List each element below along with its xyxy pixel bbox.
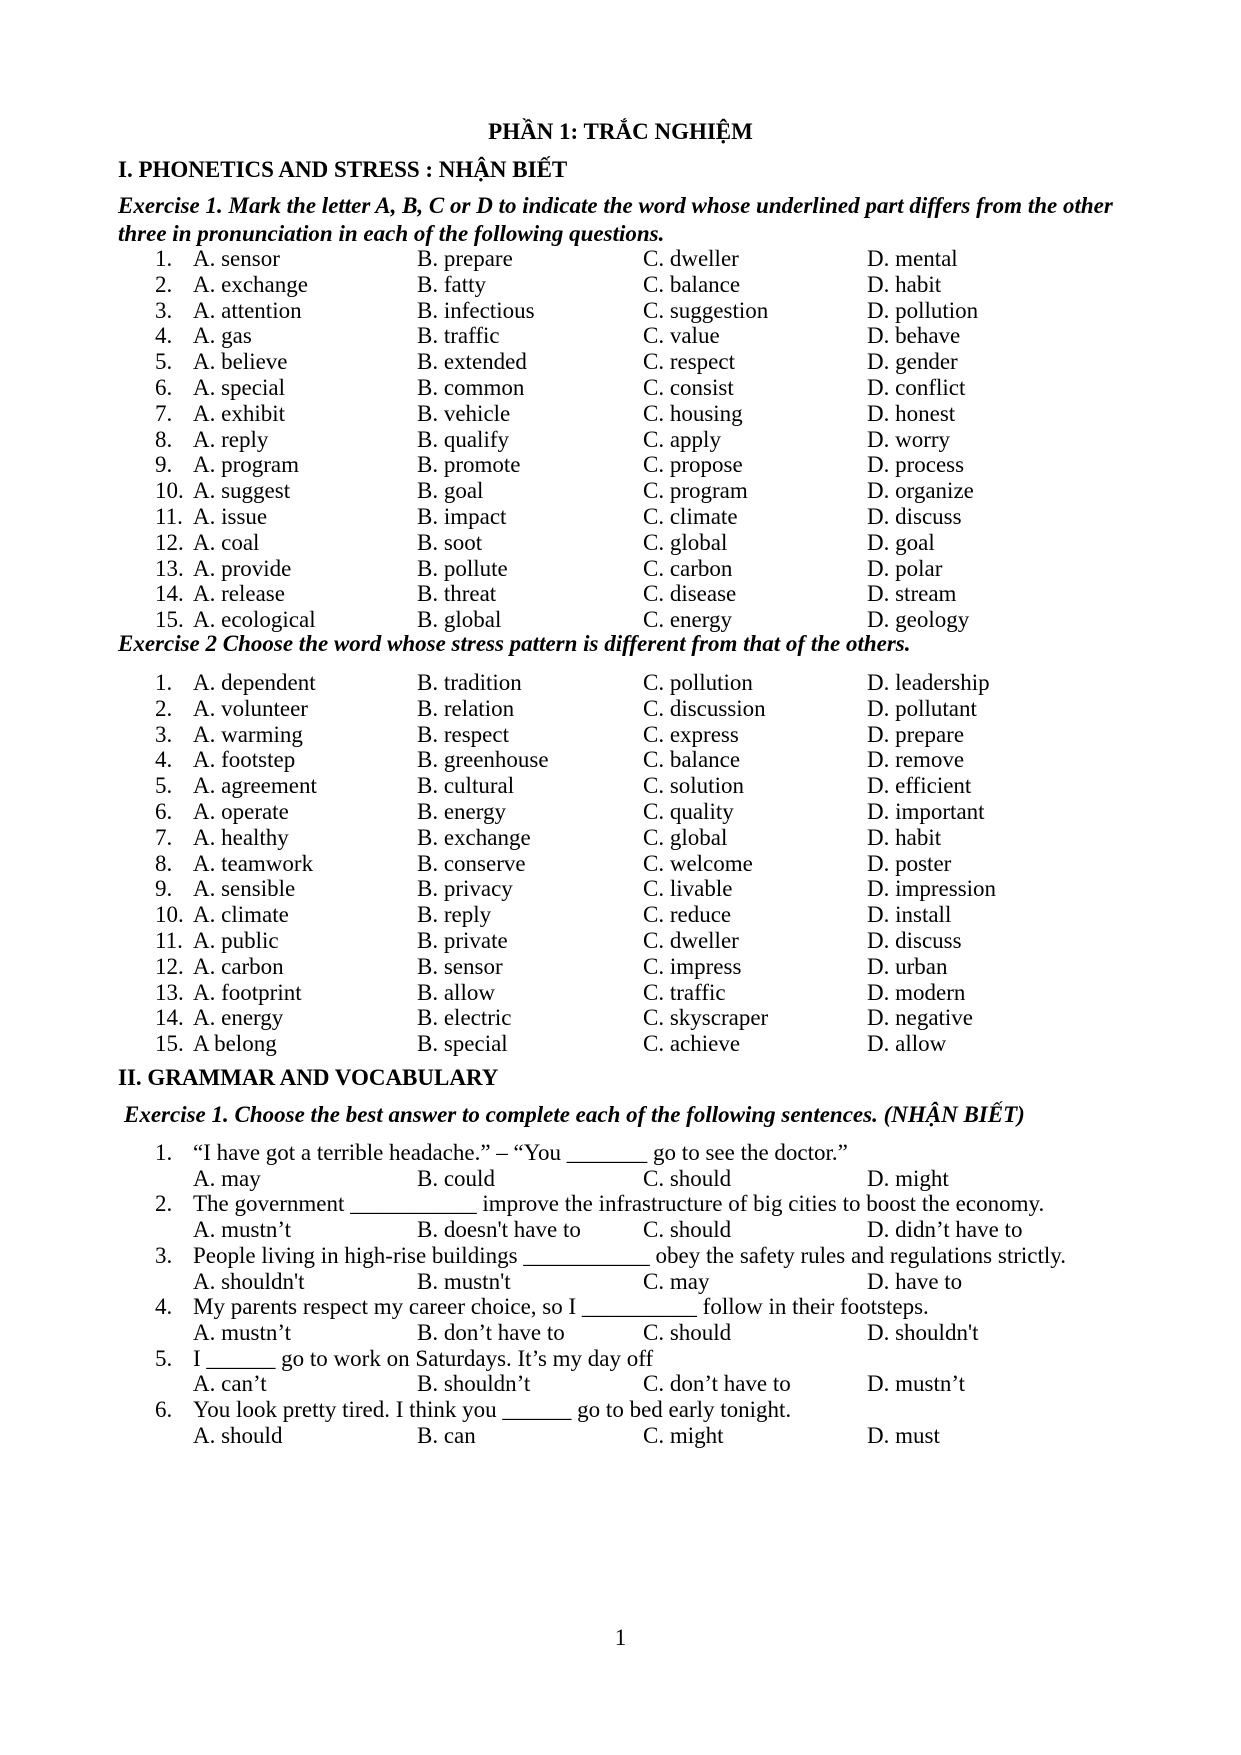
option-a: A. footprint: [193, 979, 302, 1005]
option-b: B. traffic: [417, 323, 500, 349]
answer-row: [0, 1215, 1241, 1244]
question-row: [0, 1029, 1241, 1058]
option-a: A. mustn’t: [193, 1319, 291, 1345]
option-b: B. tradition: [417, 670, 522, 695]
option-b: B. cultural: [417, 773, 515, 799]
question-row: [0, 874, 1241, 903]
option-d: D. goal: [867, 529, 935, 555]
option-d: D. impression: [867, 876, 997, 902]
question-row: [0, 1138, 1241, 1167]
option-c: C. skyscraper: [643, 1005, 769, 1031]
option-a: A. volunteer: [193, 695, 308, 721]
option-c: C. program: [643, 478, 748, 504]
question-text: My parents respect my career choice, so I __________ follow in their footsteps.: [193, 1294, 929, 1320]
option-a: A. teamwork: [193, 850, 314, 876]
option-c: C. quality: [643, 799, 734, 824]
question-row: [0, 797, 1241, 826]
option-a: A. exchange: [193, 271, 308, 297]
option-d: D. behave: [867, 323, 961, 349]
option-a: A. reply: [193, 426, 269, 452]
question-row: [0, 745, 1241, 774]
option-d: D. have to: [867, 1268, 963, 1294]
answer-row: [0, 1318, 1241, 1347]
option-d: D. honest: [867, 400, 956, 426]
option-b: B. relation: [417, 695, 515, 721]
question-number: 2.: [155, 1191, 173, 1217]
option-b: B. promote: [417, 452, 521, 478]
option-c: C. energy: [643, 607, 733, 633]
option-a: A. gas: [193, 323, 252, 349]
option-d: D. worry: [867, 426, 951, 452]
answer-row: [0, 1421, 1241, 1450]
option-a: A. carbon: [193, 953, 284, 979]
question-row: [0, 1292, 1241, 1321]
option-c: C. should: [643, 1165, 732, 1191]
option-c: C. balance: [643, 271, 741, 297]
question-text: I ______ go to work on Saturdays. It’s my day off: [193, 1345, 654, 1371]
question-row: [0, 1241, 1241, 1270]
option-a: A belong: [193, 1031, 277, 1057]
option-c: C. may: [643, 1268, 710, 1294]
option-c: C. global: [643, 529, 728, 555]
option-b: B. exchange: [417, 824, 531, 850]
question-row: [0, 900, 1241, 929]
option-b: B. infectious: [417, 297, 535, 323]
option-d: D. poster: [867, 850, 952, 876]
question-number: 5.: [155, 1345, 173, 1371]
answer-row: [0, 1369, 1241, 1398]
option-a: A. believe: [193, 349, 288, 375]
option-a: A. mustn’t: [193, 1217, 291, 1243]
option-b: B. electric: [417, 1005, 512, 1031]
question-row: [0, 476, 1241, 505]
question-number: 3.: [155, 721, 173, 747]
section-heading-grammar: II. GRAMMAR AND VOCABULARY: [118, 1065, 499, 1090]
question-row: [0, 952, 1241, 981]
option-b: B. impact: [417, 504, 507, 529]
answer-row: [0, 1164, 1241, 1193]
option-b: B. goal: [417, 478, 484, 504]
option-b: B. vehicle: [417, 400, 511, 426]
option-a: A. special: [193, 375, 285, 400]
question-number: 15.: [155, 1031, 184, 1057]
option-d: D. remove: [867, 747, 965, 773]
option-d: D. important: [867, 799, 985, 824]
question-number: 6.: [155, 799, 173, 824]
option-c: C. impress: [643, 953, 742, 979]
question-row: [0, 554, 1241, 583]
option-b: B. shouldn’t: [417, 1371, 531, 1397]
question-number: 4.: [155, 323, 173, 349]
option-a: A. operate: [193, 799, 289, 824]
option-c: C. dweller: [643, 246, 739, 271]
option-c: C. livable: [643, 876, 733, 902]
question-number: 12.: [155, 953, 184, 979]
question-row: [0, 668, 1241, 697]
option-a: A. exhibit: [193, 400, 285, 426]
option-c: C. welcome: [643, 850, 753, 876]
question-row: [0, 1003, 1241, 1032]
option-d: D. prepare: [867, 721, 965, 747]
question-number: 9.: [155, 876, 173, 902]
option-c: C. express: [643, 721, 739, 747]
option-d: D. mental: [867, 246, 958, 271]
option-b: B. prepare: [417, 246, 513, 271]
option-a: A. can’t: [193, 1371, 267, 1397]
question-number: 15.: [155, 607, 184, 633]
question-row: [0, 694, 1241, 723]
option-d: D. efficient: [867, 773, 972, 799]
question-row: [0, 926, 1241, 955]
option-d: D. stream: [867, 581, 957, 607]
option-c: C. reduce: [643, 902, 732, 928]
question-number: 4.: [155, 747, 173, 773]
option-c: C. traffic: [643, 979, 726, 1005]
option-a: A. may: [193, 1165, 261, 1191]
question-row: [0, 1395, 1241, 1424]
option-c: C. global: [643, 824, 728, 850]
option-a: A. issue: [193, 504, 268, 529]
question-number: 3.: [155, 1242, 173, 1268]
question-number: 4.: [155, 1294, 173, 1320]
question-row: [0, 373, 1241, 402]
option-d: D. shouldn't: [867, 1319, 979, 1345]
option-d: D. pollution: [867, 297, 979, 323]
question-number: 5.: [155, 773, 173, 799]
option-c: C. might: [643, 1422, 724, 1448]
question-number: 13.: [155, 555, 184, 581]
exercise2-instruction: Exercise 2 Choose the word whose stress pattern is different from that of the others.: [118, 631, 911, 656]
question-number: 5.: [155, 349, 173, 375]
page-number: 1: [614, 1625, 627, 1650]
option-c: C. don’t have to: [643, 1371, 791, 1397]
option-d: D. polar: [867, 555, 943, 581]
option-a: A. sensor: [193, 246, 280, 271]
question-number: 11.: [155, 504, 183, 529]
option-d: D. negative: [867, 1005, 974, 1031]
question-row: [0, 502, 1241, 531]
question-row: [0, 849, 1241, 878]
question-row: [0, 528, 1241, 557]
option-a: A. ecological: [193, 607, 316, 633]
option-d: D. organize: [867, 478, 974, 504]
option-b: B. sensor: [417, 953, 503, 979]
option-c: C. balance: [643, 747, 741, 773]
option-b: B. doesn't have to: [417, 1217, 581, 1243]
option-a: A. release: [193, 581, 285, 607]
option-d: D. might: [867, 1165, 949, 1191]
option-a: A. dependent: [193, 670, 316, 695]
option-d: D. discuss: [867, 928, 962, 953]
question-number: 6.: [155, 1397, 173, 1422]
option-c: C. climate: [643, 504, 738, 529]
question-row: [0, 771, 1241, 800]
option-b: B. private: [417, 928, 508, 953]
option-d: D. modern: [867, 979, 966, 1005]
exercise1-instruction: Exercise 1. Mark the letter A, B, C or D to indicate the word whose underlined part differs from the other three in pronunciation in each of the following questions.: [118, 193, 1113, 246]
option-b: B. qualify: [417, 426, 509, 452]
option-b: B. special: [417, 1031, 508, 1057]
question-row: [0, 1189, 1241, 1218]
option-b: B. fatty: [417, 271, 486, 297]
option-d: D. discuss: [867, 504, 962, 529]
option-a: A. shouldn't: [193, 1268, 305, 1294]
option-a: A. climate: [193, 902, 289, 928]
option-b: B. energy: [417, 799, 507, 824]
option-a: A. coal: [193, 529, 260, 555]
option-a: A. energy: [193, 1005, 284, 1031]
option-b: B. threat: [417, 581, 497, 607]
question-number: 2.: [155, 695, 173, 721]
option-c: C. solution: [643, 773, 744, 799]
question-number: 14.: [155, 1005, 184, 1031]
question-number: 11.: [155, 928, 183, 953]
grammar-exercise1-instruction: Exercise 1. Choose the best answer to complete each of the following sentences. (NHẬN BIẾT): [124, 1102, 1025, 1127]
question-row: [0, 347, 1241, 376]
option-c: C. discussion: [643, 695, 766, 721]
option-b: B. respect: [417, 721, 509, 747]
option-a: A. should: [193, 1422, 283, 1448]
question-number: 13.: [155, 979, 184, 1005]
question-number: 12.: [155, 529, 184, 555]
option-b: B. conserve: [417, 850, 526, 876]
option-a: A. provide: [193, 555, 292, 581]
question-row: [0, 425, 1241, 454]
option-c: C. pollution: [643, 670, 753, 695]
option-b: B. common: [417, 375, 525, 400]
question-number: 6.: [155, 375, 173, 400]
option-d: D. urban: [867, 953, 948, 979]
option-d: D. didn’t have to: [867, 1217, 1023, 1243]
question-number: 8.: [155, 426, 173, 452]
option-d: D. geology: [867, 607, 970, 633]
question-number: 9.: [155, 452, 173, 478]
question-number: 1.: [155, 246, 173, 271]
option-b: B. extended: [417, 349, 527, 375]
option-a: A. sensible: [193, 876, 296, 902]
question-number: 1.: [155, 670, 173, 695]
option-c: C. suggestion: [643, 297, 769, 323]
option-a: A. warming: [193, 721, 303, 747]
question-text: You look pretty tired. I think you ______ go to bed early tonight.: [193, 1397, 792, 1422]
option-d: D. habit: [867, 271, 942, 297]
option-b: B. mustn't: [417, 1268, 511, 1294]
option-b: B. soot: [417, 529, 483, 555]
option-c: C. respect: [643, 349, 735, 375]
option-c: C. should: [643, 1319, 732, 1345]
option-c: C. propose: [643, 452, 743, 478]
option-c: C. apply: [643, 426, 721, 452]
question-row: [0, 720, 1241, 749]
option-b: B. greenhouse: [417, 747, 549, 773]
option-c: C. achieve: [643, 1031, 741, 1057]
option-d: D. mustn’t: [867, 1371, 965, 1397]
question-row: [0, 296, 1241, 325]
question-row: [0, 579, 1241, 608]
question-row: [0, 270, 1241, 299]
option-b: B. pollute: [417, 555, 508, 581]
option-c: C. consist: [643, 375, 734, 400]
option-b: B. privacy: [417, 876, 513, 902]
question-row: [0, 823, 1241, 852]
question-row: [0, 450, 1241, 479]
option-d: D. install: [867, 902, 952, 928]
answer-row: [0, 1267, 1241, 1296]
option-d: D. leadership: [867, 670, 990, 695]
option-d: D. conflict: [867, 375, 966, 400]
option-a: A. attention: [193, 297, 302, 323]
option-b: B. could: [417, 1165, 495, 1191]
option-d: D. process: [867, 452, 965, 478]
question-number: 1.: [155, 1140, 173, 1165]
option-a: A. agreement: [193, 773, 317, 799]
option-a: A. public: [193, 928, 279, 953]
option-a: A. suggest: [193, 478, 291, 504]
question-number: 10.: [155, 902, 184, 928]
question-number: 7.: [155, 400, 173, 426]
question-number: 7.: [155, 824, 173, 850]
question-text: “I have got a terrible headache.” – “You _______ go to see the doctor.”: [193, 1140, 848, 1165]
option-d: D. allow: [867, 1031, 947, 1057]
option-c: C. carbon: [643, 555, 733, 581]
option-b: B. reply: [417, 902, 492, 928]
option-b: B. can: [417, 1422, 476, 1448]
question-row: [0, 1344, 1241, 1373]
option-d: D. pollutant: [867, 695, 977, 721]
option-a: A. healthy: [193, 824, 289, 850]
question-number: 2.: [155, 271, 173, 297]
question-text: People living in high-rise buildings ___________ obey the safety rules and regulations strictly.: [193, 1242, 1067, 1268]
option-c: C. should: [643, 1217, 732, 1243]
option-d: D. must: [867, 1422, 940, 1448]
question-row: [0, 321, 1241, 350]
option-c: C. dweller: [643, 928, 739, 953]
option-b: B. allow: [417, 979, 495, 1005]
option-d: D. gender: [867, 349, 958, 375]
option-d: D. habit: [867, 824, 942, 850]
question-row: [0, 399, 1241, 428]
option-c: C. disease: [643, 581, 737, 607]
option-a: A. footstep: [193, 747, 296, 773]
option-c: C. value: [643, 323, 720, 349]
question-text: The government ___________ improve the infrastructure of big cities to boost the economy.: [193, 1191, 1045, 1217]
option-c: C. housing: [643, 400, 743, 426]
section-heading-phonetics: I. PHONETICS AND STRESS : NHẬN BIẾT: [118, 157, 568, 182]
question-row: [0, 978, 1241, 1007]
question-number: 14.: [155, 581, 184, 607]
option-b: B. global: [417, 607, 502, 633]
option-a: A. program: [193, 452, 300, 478]
question-number: 8.: [155, 850, 173, 876]
question-number: 10.: [155, 478, 184, 504]
option-b: B. don’t have to: [417, 1319, 565, 1345]
question-number: 3.: [155, 297, 173, 323]
question-row: [0, 244, 1241, 273]
page-title: PHẦN 1: TRẮC NGHIỆM: [488, 119, 753, 144]
